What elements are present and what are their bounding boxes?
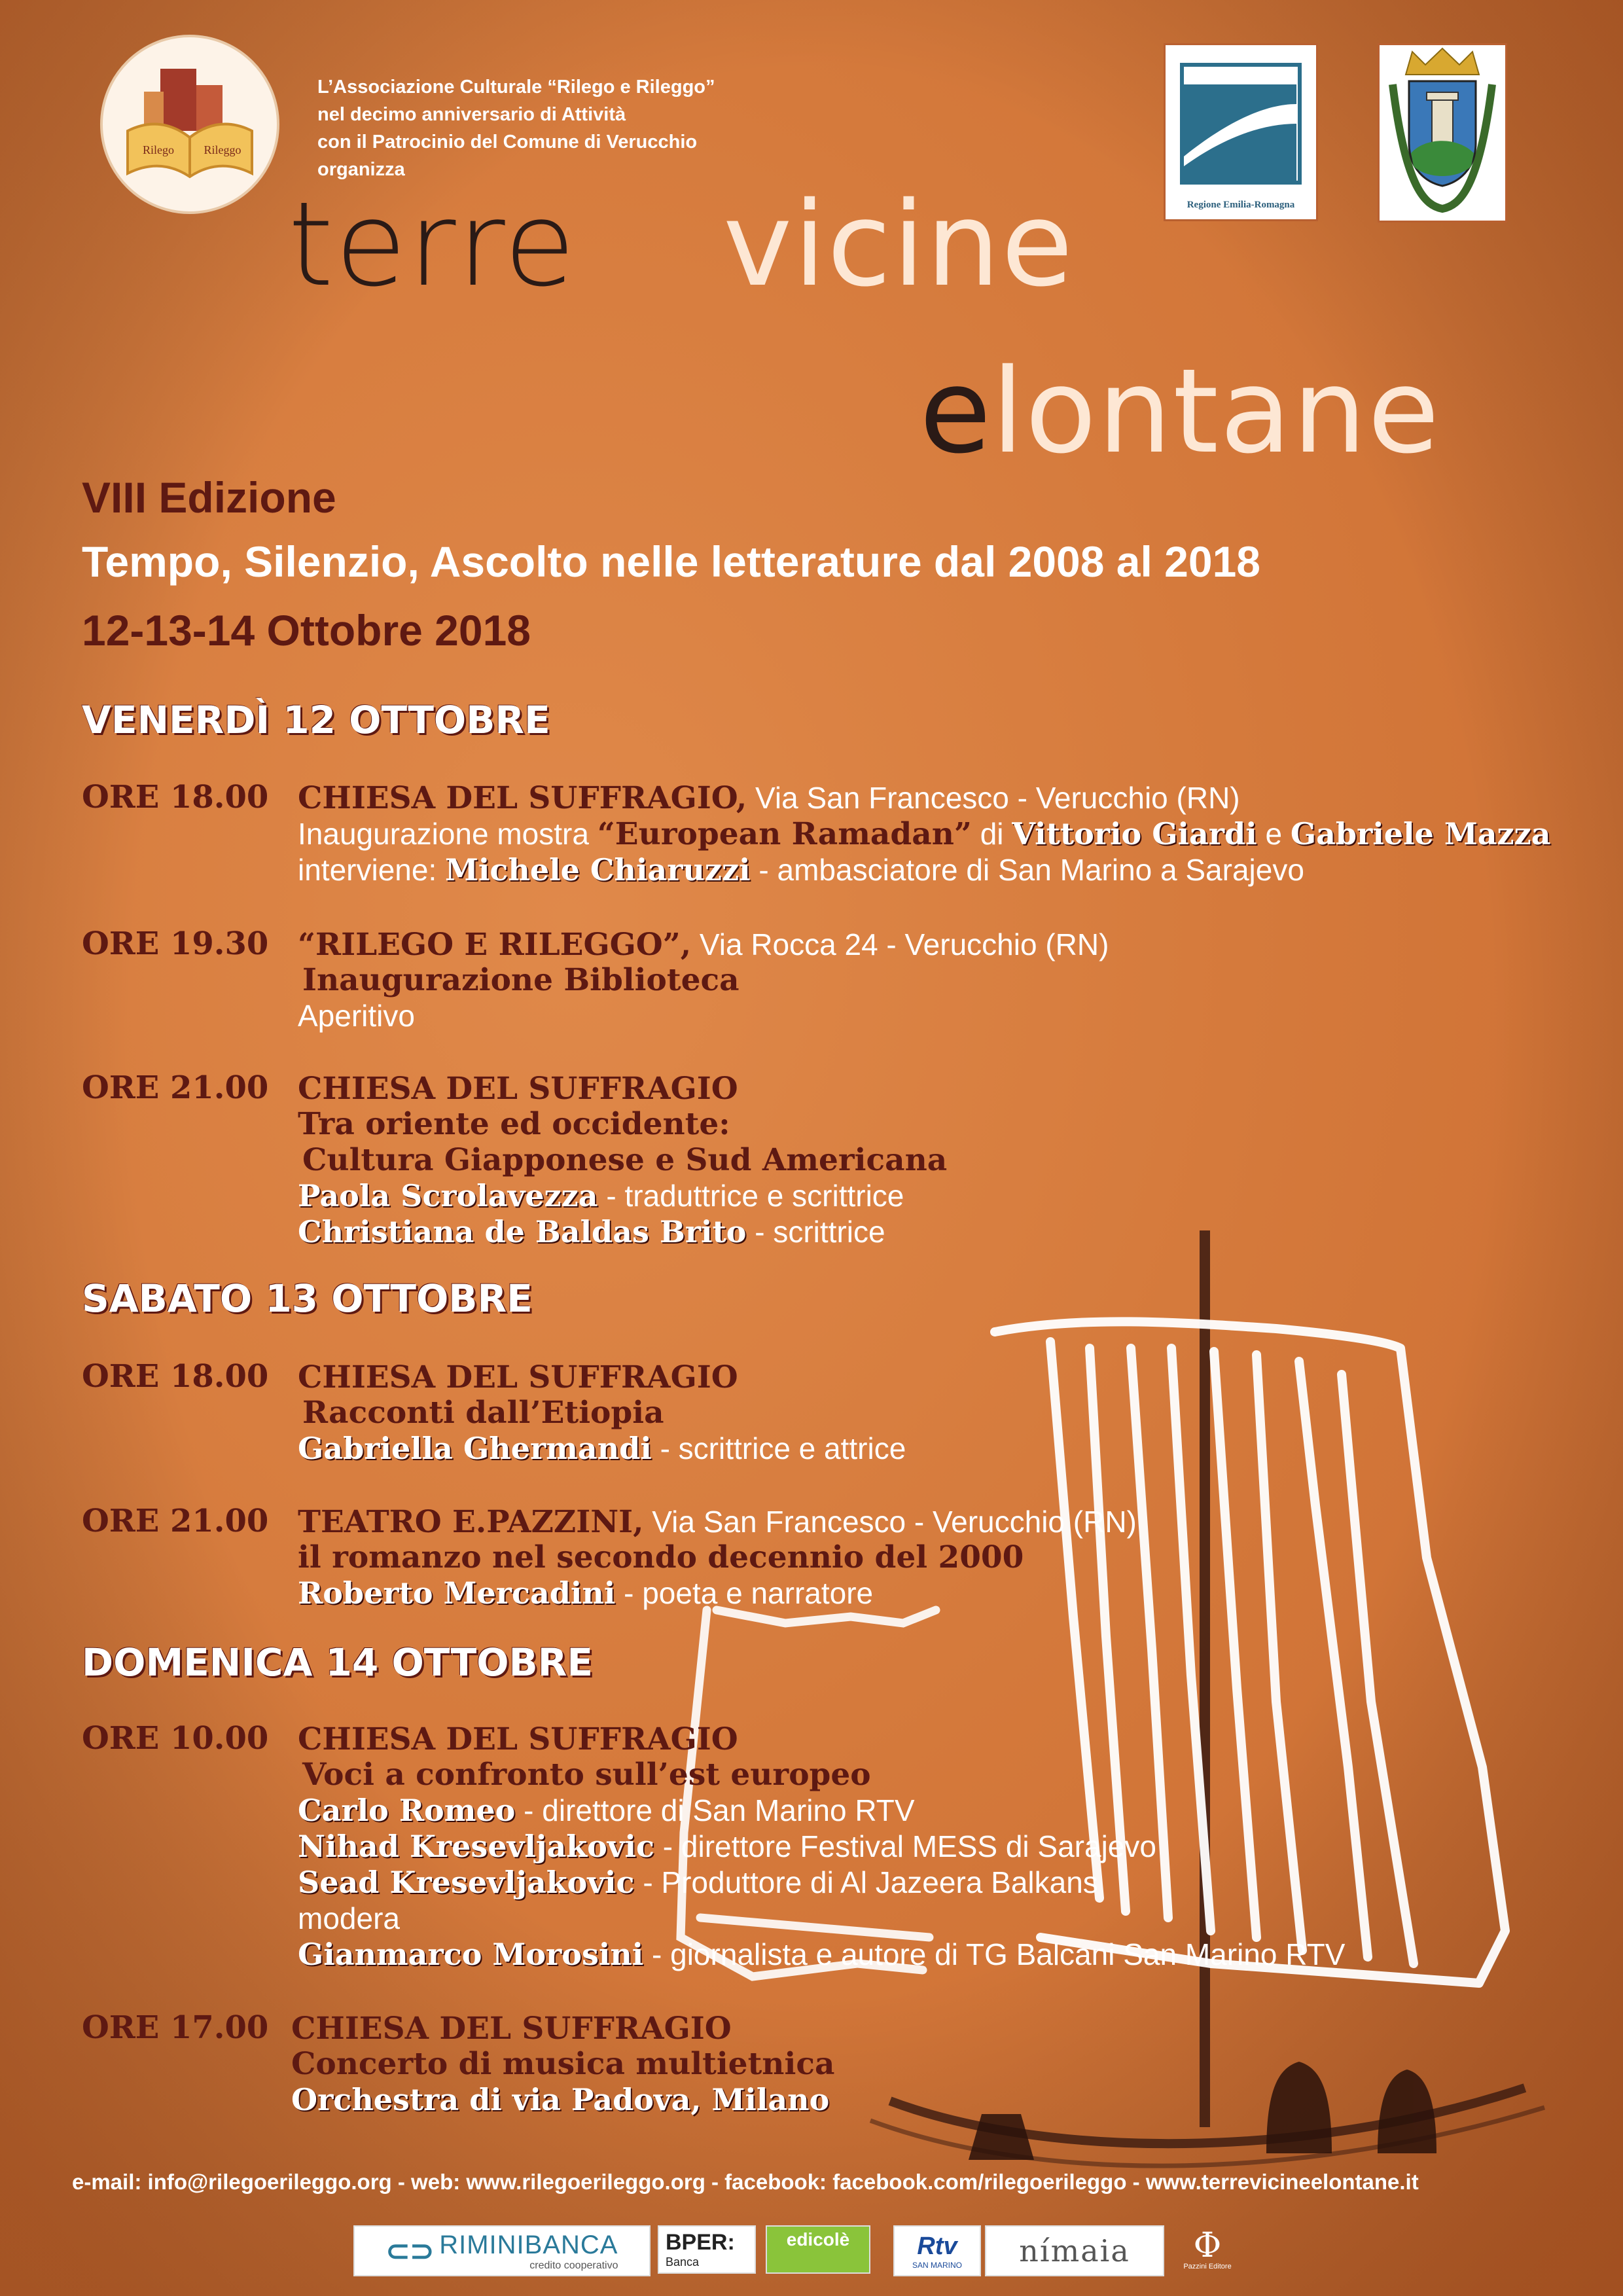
speaker-line <box>298 1793 915 1829</box>
organizer-text <box>317 73 715 183</box>
event-speaker-line <box>298 852 1304 888</box>
event-topic: Racconti dall’Etiopia <box>302 1395 664 1431</box>
sponsor-rtv-logo <box>893 2225 981 2276</box>
event-venue: CHIESA DEL SUFFRAGIO <box>291 2011 732 2047</box>
person-name: Gabriele Mazza <box>1290 816 1551 852</box>
event-time: ORE 21.00 <box>82 1503 269 1539</box>
event-topic: Concerto di musica multietnica <box>291 2046 835 2082</box>
footer-contacts: e-mail: info@rilegoerileggo.org - web: www.rilegoerileggo.org - facebook: facebook.com/rilegoerileggo - www.terrevicineelontane.it <box>72 2170 1419 2194</box>
boat-mast <box>1200 1230 1210 2127</box>
event-venue: “RILEGO E RILEGGO”, <box>298 927 692 963</box>
speaker-line <box>298 1214 885 1250</box>
event-time: ORE 17.00 <box>82 2009 269 2046</box>
pazzini-mark-icon: Φ <box>1193 2226 1222 2265</box>
event-venue-line <box>298 780 1240 816</box>
event-time: ORE 18.00 <box>82 1358 269 1395</box>
person-name: Nihad Kresevljakovic <box>298 1829 655 1864</box>
event-address: Via San Francesco - Verucchio (RN) <box>747 781 1240 815</box>
moderator-label: modera <box>298 1901 400 1935</box>
person-role: - scrittrice <box>746 1215 885 1249</box>
event-venue: TEATRO E.PAZZINI, <box>298 1504 644 1540</box>
sponsor-rtv-name: Rtv <box>917 2232 957 2260</box>
event-extra: Aperitivo <box>298 999 415 1033</box>
person-role: - ambasciatore di San Marino a Sarajevo <box>750 853 1304 887</box>
sponsor-riminibanca-name: RIMINIBANCA <box>439 2230 618 2259</box>
event-description <box>298 816 1551 852</box>
sponsor-edicole-name: edicolè <box>786 2229 850 2250</box>
sponsor-bper-logo <box>658 2225 756 2274</box>
speaker-line <box>298 1865 1098 1901</box>
person-name: Paola Scrolavezza <box>298 1178 598 1213</box>
exhibition-title: “European Ramadan” <box>597 816 972 852</box>
edition-number: VIII Edizione <box>82 473 336 522</box>
person-name: Michele Chiaruzzi <box>445 852 751 888</box>
event-time: ORE 18.00 <box>82 779 269 816</box>
event-venue: CHIESA DEL SUFFRAGIO <box>298 1359 738 1395</box>
person-name: Vittorio Giardi <box>1012 816 1257 852</box>
sponsor-bper-sub: Banca <box>666 2255 700 2269</box>
day-heading-domenica: DOMENICA 14 OTTOBRE <box>82 1640 594 1685</box>
edition-theme: Tempo, Silenzio, Ascolto nelle letterature dal 2008 al 2018 <box>82 537 1260 586</box>
sponsor-nimaia-name: nímaia <box>1019 2233 1130 2269</box>
title-word-vicine: vicine <box>723 177 1075 312</box>
person-name: Roberto Mercadini <box>298 1575 616 1611</box>
sponsor-nimaia-logo <box>985 2225 1164 2276</box>
event-venue-line <box>298 1504 1137 1540</box>
logo-text-left: Rilego <box>143 143 174 156</box>
person-name: Gabriella Ghermandi <box>298 1431 652 1466</box>
event-venue: CHIESA DEL SUFFRAGIO, <box>298 780 747 816</box>
person-name: Christiana de Baldas Brito <box>298 1214 747 1249</box>
event-address: Via Rocca 24 - Verucchio (RN) <box>691 927 1109 961</box>
event-text: e <box>1257 817 1291 851</box>
title-word-e: e <box>919 344 993 479</box>
sponsor-riminibanca-logo <box>353 2225 651 2276</box>
event-time: ORE 10.00 <box>82 1720 269 1757</box>
speaker-line <box>298 1431 906 1467</box>
comune-verucchio-crest <box>1378 43 1507 223</box>
sponsor-riminibanca-sub: credito cooperativo <box>529 2259 618 2271</box>
organizer-line-4: organizza <box>317 159 405 180</box>
event-time: ORE 21.00 <box>82 1069 269 1106</box>
person-role: - Produttore di Al Jazeera Balkans <box>634 1865 1098 1899</box>
person-role: - direttore di San Marino RTV <box>515 1793 915 1827</box>
event-time: ORE 19.30 <box>82 925 269 962</box>
event-topic: Inaugurazione Biblioteca <box>302 962 740 998</box>
event-topic: il romanzo nel secondo decennio del 2000 <box>298 1539 1024 1575</box>
speaker-line <box>298 1829 1156 1865</box>
person-role: - poeta e narratore <box>615 1576 874 1610</box>
event-topic: Tra oriente ed occidente: <box>298 1106 730 1142</box>
organizer-line-2: nel decimo anniversario di Attività <box>317 104 626 125</box>
title-word-lontane: lontane <box>991 344 1441 479</box>
sponsor-pazzini-logo <box>1175 2225 1240 2274</box>
event-venue: CHIESA DEL SUFFRAGIO <box>298 1721 738 1757</box>
person-name: Orchestra di via Padova, Milano <box>291 2082 830 2117</box>
day-heading-sabato: SABATO 13 OTTOBRE <box>82 1276 533 1321</box>
event-topic: Voci a confronto sull’est europeo <box>302 1757 871 1793</box>
person-name: Sead Kresevljakovic <box>298 1865 635 1900</box>
sponsor-rtv-sub: SAN MARINO <box>912 2260 962 2270</box>
organizer-line-3: con il Patrocinio del Comune di Verucchio <box>317 132 698 152</box>
event-topic: Cultura Giapponese e Sud Americana <box>302 1142 948 1178</box>
event-text: di <box>971 817 1012 851</box>
person-name: Carlo Romeo <box>298 1793 516 1828</box>
riminibanca-mark-icon: ⊂⊃ <box>385 2234 435 2267</box>
rilego-rileggo-logo <box>98 33 281 216</box>
person-role: - traduttrice e scrittrice <box>597 1179 904 1213</box>
event-text: Inaugurazione mostra <box>298 817 597 851</box>
person-role: - giornalista e autore di TG Balcani San Marino RTV <box>643 1937 1346 1971</box>
organizer-line-1: L’Associazione Culturale “Rilego e Rileggo” <box>317 77 715 98</box>
event-venue-line <box>298 927 1109 963</box>
person-role: - direttore Festival MESS di Sarajevo <box>654 1829 1156 1863</box>
sponsor-edicole-logo <box>766 2225 870 2274</box>
person-role: - scrittrice e attrice <box>651 1431 906 1465</box>
event-address: Via San Francesco - Verucchio (RN) <box>643 1505 1137 1539</box>
event-venue: CHIESA DEL SUFFRAGIO <box>298 1071 738 1107</box>
sponsor-bper-name: BPER: <box>666 2230 735 2255</box>
title-word-terre: terre <box>288 177 577 312</box>
day-heading-venerdi: VENERDÌ 12 OTTOBRE <box>82 698 550 742</box>
event-text: interviene: <box>298 853 446 887</box>
person-name: Gianmarco Morosini <box>298 1937 644 1972</box>
speaker-line <box>298 1178 904 1214</box>
speaker-line <box>298 1937 1345 1973</box>
speaker-line <box>298 1575 873 1611</box>
region-logo-caption: Regione Emilia-Romagna <box>1186 200 1295 210</box>
edition-dates: 12-13-14 Ottobre 2018 <box>82 606 531 655</box>
speaker-line <box>291 2082 829 2118</box>
logo-text-right: Rileggo <box>204 143 241 156</box>
sponsor-pazzini-name: Pazzini Editore <box>1183 2263 1232 2270</box>
regione-emilia-romagna-logo <box>1164 43 1318 221</box>
